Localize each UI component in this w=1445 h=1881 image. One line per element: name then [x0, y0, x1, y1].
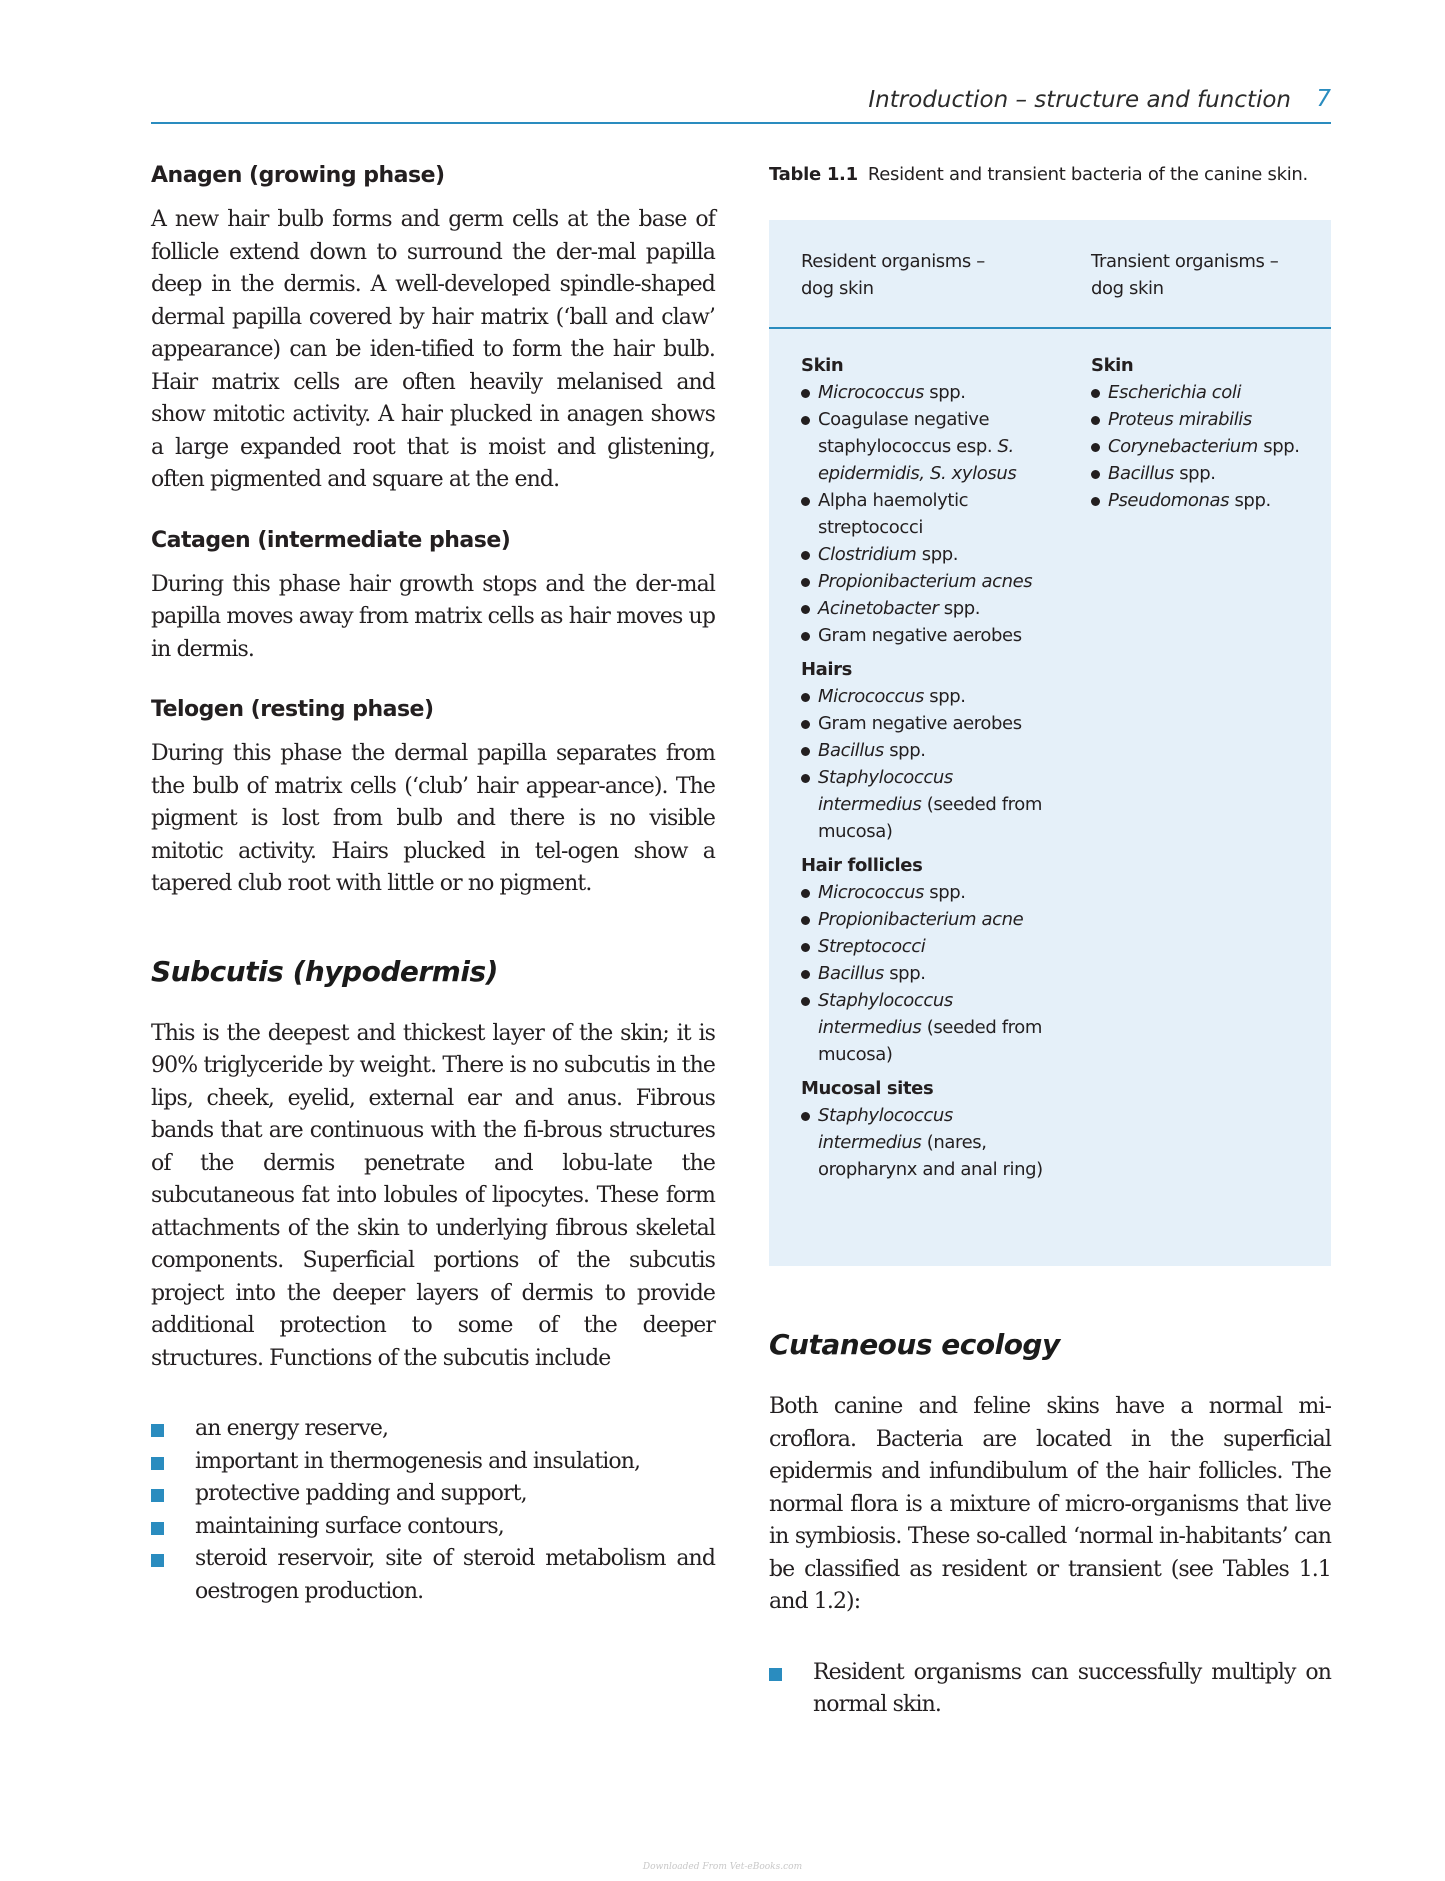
running-title: Introduction – structure and function	[868, 87, 1291, 113]
bullet-dot-icon	[801, 720, 810, 729]
bullet-dot-icon	[801, 1112, 810, 1121]
bacteria-table	[769, 220, 1331, 1266]
table-item: Escherichia coli	[1091, 379, 1321, 406]
table-item: Proteus mirabilis	[1091, 406, 1321, 433]
bullet-dot-icon	[1091, 497, 1100, 506]
resident-column	[801, 352, 1051, 1183]
list-item: maintaining surface contours,	[151, 1511, 715, 1544]
list-item: protective padding and support,	[151, 1478, 715, 1511]
page-number: 7	[1316, 86, 1331, 112]
bullet-dot-icon	[1091, 470, 1100, 479]
group-label-mucosal-sites: Mucosal sites	[801, 1078, 934, 1099]
bullet-dot-icon	[801, 693, 810, 702]
catagen-heading: Catagen (intermediate phase)	[151, 527, 511, 553]
group-label-hairs: Hairs	[801, 659, 852, 680]
table-header-rule	[769, 327, 1331, 329]
table-item: Gram negative aerobes	[801, 622, 1051, 649]
subcutis-paragraph: This is the deepest and thickest layer of the skin; it is 90% triglyceride by weight. There is no subcutis in the lips, cheek, eyelid, external ear and anus. Fibrous bands that are continuous with the fi-brous structures of the dermis penetrate and lobu-late the subcutaneous fat into lobules of lipocytes. These form attachments of the skin to underlying fibrous skeletal components. Superficial portions of the subcutis project into the deeper layers of dermis to provide additional protection to some of the deeper structures. Functions of the subcutis include	[151, 1020, 715, 1371]
ecology-paragraph: Both canine and feline skins have a normal mi-croflora. Bacteria are located in the superficial epidermis and infundibulum of the hair follicles. The normal flora is a mixture of micro-organisms that live in symbiosis. These so-called ‘normal in-habitants’ can be classified as resident or transient (see Tables 1.1 and 1.2):	[769, 1394, 1331, 1614]
bullet-dot-icon	[801, 416, 810, 425]
table-item: Staphylococcus intermedius (seeded from mucosa)	[801, 987, 1051, 1068]
table-item: Bacillus spp.	[801, 960, 1051, 987]
footer-watermark: Downloaded From Vet-eBooks.com	[642, 1862, 803, 1872]
column-header-transient: Transient organisms – dog skin	[1091, 251, 1279, 299]
bullet-dot-icon	[801, 605, 810, 614]
table-item: Streptococci	[801, 933, 1051, 960]
list-item: Resident organisms can successfully multiply on normal skin.	[769, 1657, 1331, 1722]
table-item: Micrococcus spp.	[801, 879, 1051, 906]
column-header-resident: Resident organisms – dog skin	[801, 251, 985, 299]
bullet-dot-icon	[801, 551, 810, 560]
list-item: an energy reserve,	[151, 1413, 715, 1446]
square-bullet-icon	[151, 1489, 164, 1502]
left-column	[151, 158, 715, 1608]
table-item: Micrococcus spp.	[801, 379, 1051, 406]
transient-column	[1091, 352, 1321, 514]
table-item: Corynebacterium spp.	[1091, 433, 1321, 460]
table-item: Clostridium spp.	[801, 541, 1051, 568]
bullet-dot-icon	[801, 497, 810, 506]
table-item: Staphylococcus intermedius (seeded from mucosa)	[801, 764, 1051, 845]
square-bullet-icon	[769, 1668, 782, 1681]
table-caption-text: Resident and transient bacteria of the canine skin.	[867, 164, 1308, 185]
bullet-dot-icon	[1091, 443, 1100, 452]
table-item: Bacillus spp.	[1091, 460, 1321, 487]
table-item: Acinetobacter spp.	[801, 595, 1051, 622]
bullet-dot-icon	[801, 389, 810, 398]
telogen-paragraph: During this phase the dermal papilla separates from the bulb of matrix cells (‘club’ hair appear-ance). The pigment is lost from bulb and there is no visible mitotic activity. Hairs plucked in tel-ogen show a tapered club root with little or no pigment.	[151, 741, 715, 896]
table-item: Bacillus spp.	[801, 737, 1051, 764]
bullet-dot-icon	[801, 943, 810, 952]
list-item: important in thermogenesis and insulation,	[151, 1446, 715, 1479]
ecology-list	[769, 1657, 1331, 1722]
anagen-paragraph: A new hair bulb forms and germ cells at the base of follicle extend down to surround the der-mal papilla deep in the dermis. A well-developed spindle-shaped dermal papilla covered by hair matrix (‘ball and claw’ appearance) can be iden-tified to form the hair bulb. Hair matrix cells are often heavily melanised and show mitotic activity. A hair plucked in anagen shows a large expanded root that is moist and glistening, often pigmented and square at the end.	[151, 207, 715, 492]
telogen-heading: Telogen (resting phase)	[151, 697, 434, 722]
right-column	[769, 158, 1331, 1717]
table-item: Coagulase negative staphylococcus esp. S. epidermidis, S. xylosus	[801, 406, 1051, 487]
ecology-title: Cutaneous ecology	[769, 1328, 1060, 1361]
table-caption	[769, 158, 1331, 192]
square-bullet-icon	[151, 1457, 164, 1470]
bullet-dot-icon	[801, 632, 810, 641]
table-item: Staphylococcus intermedius (nares, oropharynx and anal ring)	[801, 1102, 1051, 1183]
bullet-dot-icon	[801, 889, 810, 898]
table-item: Micrococcus spp.	[801, 683, 1051, 710]
anagen-heading: Anagen (growing phase)	[151, 163, 445, 188]
square-bullet-icon	[151, 1424, 164, 1437]
group-label-hair-follicles: Hair follicles	[801, 855, 923, 876]
table-item: Propionibacterium acnes	[801, 568, 1051, 595]
bullet-dot-icon	[801, 774, 810, 783]
group-label-skin: Skin	[801, 355, 844, 376]
catagen-paragraph: During this phase hair growth stops and the der-mal papilla moves away from matrix cells as hair moves up in dermis.	[151, 571, 715, 662]
subcutis-title: Subcutis (hypodermis)	[151, 954, 498, 988]
list-item: steroid reservoir, site of steroid metabolism and oestrogen production.	[151, 1543, 715, 1608]
table-item: Pseudomonas spp.	[1091, 487, 1321, 514]
group-label-skin: Skin	[1091, 355, 1134, 376]
running-header	[151, 84, 1331, 124]
ecology-section	[769, 1328, 1331, 1722]
bullet-dot-icon	[801, 578, 810, 587]
bullet-dot-icon	[801, 970, 810, 979]
square-bullet-icon	[151, 1522, 164, 1535]
subcutis-functions-list	[151, 1413, 715, 1608]
square-bullet-icon	[151, 1554, 164, 1567]
bullet-dot-icon	[1091, 389, 1100, 398]
bullet-dot-icon	[1091, 416, 1100, 425]
table-item: Alpha haemolytic streptococci	[801, 487, 1051, 541]
table-label: Table 1.1	[769, 164, 858, 185]
table-item: Propionibacterium acne	[801, 906, 1051, 933]
bullet-dot-icon	[801, 916, 810, 925]
table-item: Gram negative aerobes	[801, 710, 1051, 737]
bullet-dot-icon	[801, 997, 810, 1006]
bullet-dot-icon	[801, 747, 810, 756]
